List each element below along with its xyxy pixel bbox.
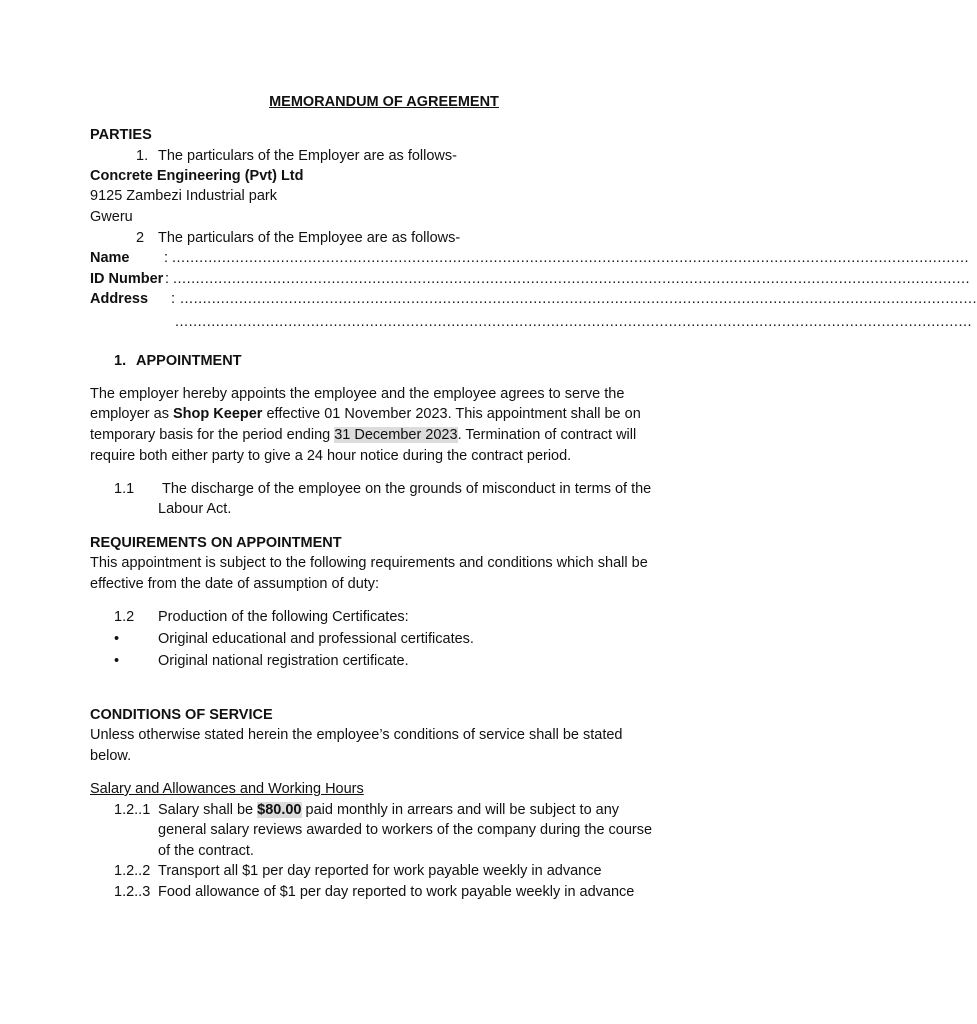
text-run: effective 01 November 2023. This appointment shall be on xyxy=(262,406,641,422)
parties-item1-text: The particulars of the Employer are as follows- xyxy=(158,148,457,164)
clause-1-2-1-line1 xyxy=(158,800,619,820)
id-number-colon: : xyxy=(165,271,170,287)
clause-1-1-number: 1.1 xyxy=(114,481,135,497)
parties-heading: PARTIES xyxy=(90,127,152,143)
requirements-heading: REQUIREMENTS ON APPOINTMENT xyxy=(90,535,342,551)
appointment-heading: APPOINTMENT xyxy=(136,353,242,369)
appointment-para-line1: The employer hereby appoints the employee and the employee agrees to serve the xyxy=(90,386,625,402)
clause-1-2-1-line2: general salary reviews awarded to workers of the company during the course xyxy=(158,822,653,838)
clause-1-2-3-text: Food allowance of $1 per day reported to work payable weekly in advance xyxy=(158,884,635,900)
employer-address-line1: 9125 Zambezi Industrial park xyxy=(90,188,277,204)
requirements-line2: effective from the date of assumption of duty: xyxy=(90,576,380,592)
conditions-line1: Unless otherwise stated herein the employee’s conditions of service shall be stated xyxy=(90,727,623,743)
appointment-para-line3 xyxy=(90,425,636,445)
clause-1-1-line1: The discharge of the employee on the grounds of misconduct in terms of the xyxy=(162,481,652,497)
clause-1-2-number: 1.2 xyxy=(114,609,135,625)
name-label: Name xyxy=(90,250,130,266)
parties-item2-text: The particulars of the Employee are as follows- xyxy=(158,230,461,246)
bullet-icon: • xyxy=(114,631,120,647)
appointment-para-line4: require both either party to give a 24 hour notice during the contract period. xyxy=(90,448,572,464)
text-run: paid monthly in arrears and will be subject to any xyxy=(301,802,620,818)
clause-1-2-3-number: 1.2..3 xyxy=(114,884,151,900)
employer-address-line2: Gweru xyxy=(90,209,133,225)
name-colon: : xyxy=(164,250,169,266)
clause-1-1-line2: Labour Act. xyxy=(158,501,232,517)
address-fill-line1: ................................................................................................................................................................................ xyxy=(180,291,977,307)
appointment-heading-number: 1. xyxy=(114,353,127,369)
clause-1-2-2-text: Transport all $1 per day reported for work payable weekly in advance xyxy=(158,863,602,879)
clause-1-2-text: Production of the following Certificates: xyxy=(158,609,409,625)
salary-subheading: Salary and Allowances and Working Hours xyxy=(90,781,364,797)
employer-name: Concrete Engineering (Pvt) Ltd xyxy=(90,168,304,184)
address-label: Address xyxy=(90,291,149,307)
parties-item1-number: 1. xyxy=(136,148,149,164)
requirements-line1: This appointment is subject to the following requirements and conditions which shall be xyxy=(90,555,648,571)
job-title: Shop Keeper xyxy=(173,406,263,422)
clause-1-2-1-number: 1.2..1 xyxy=(114,802,151,818)
text-run: . Termination of contract will xyxy=(457,427,637,443)
document-title: MEMORANDUM OF AGREEMENT xyxy=(269,94,499,110)
salary-amount: $80.00 xyxy=(257,802,302,818)
clause-1-2-2-number: 1.2..2 xyxy=(114,863,151,879)
appointment-para-line2 xyxy=(90,404,641,424)
end-date-highlight: 31 December 2023 xyxy=(334,427,458,443)
id-number-label: ID Number xyxy=(90,271,164,287)
bullet-item: Original educational and professional certificates. xyxy=(158,631,474,647)
text-run: employer as xyxy=(90,406,174,422)
text-run: Salary shall be xyxy=(158,802,258,818)
parties-item2-number: 2 xyxy=(136,230,145,246)
bullet-item: Original national registration certificate. xyxy=(158,653,409,669)
address-fill-line2: ................................................................................................................................................................................ xyxy=(175,314,973,330)
bullet-icon: • xyxy=(114,653,120,669)
id-number-fill-line: ................................................................................................................................................................................ xyxy=(173,271,971,287)
clause-1-2-1-line3: of the contract. xyxy=(158,843,254,859)
name-fill-line: ................................................................................................................................................................................ xyxy=(172,250,970,266)
conditions-line2: below. xyxy=(90,748,132,764)
conditions-heading: CONDITIONS OF SERVICE xyxy=(90,707,273,723)
text-run: temporary basis for the period ending xyxy=(90,427,335,443)
address-colon: : xyxy=(171,291,176,307)
